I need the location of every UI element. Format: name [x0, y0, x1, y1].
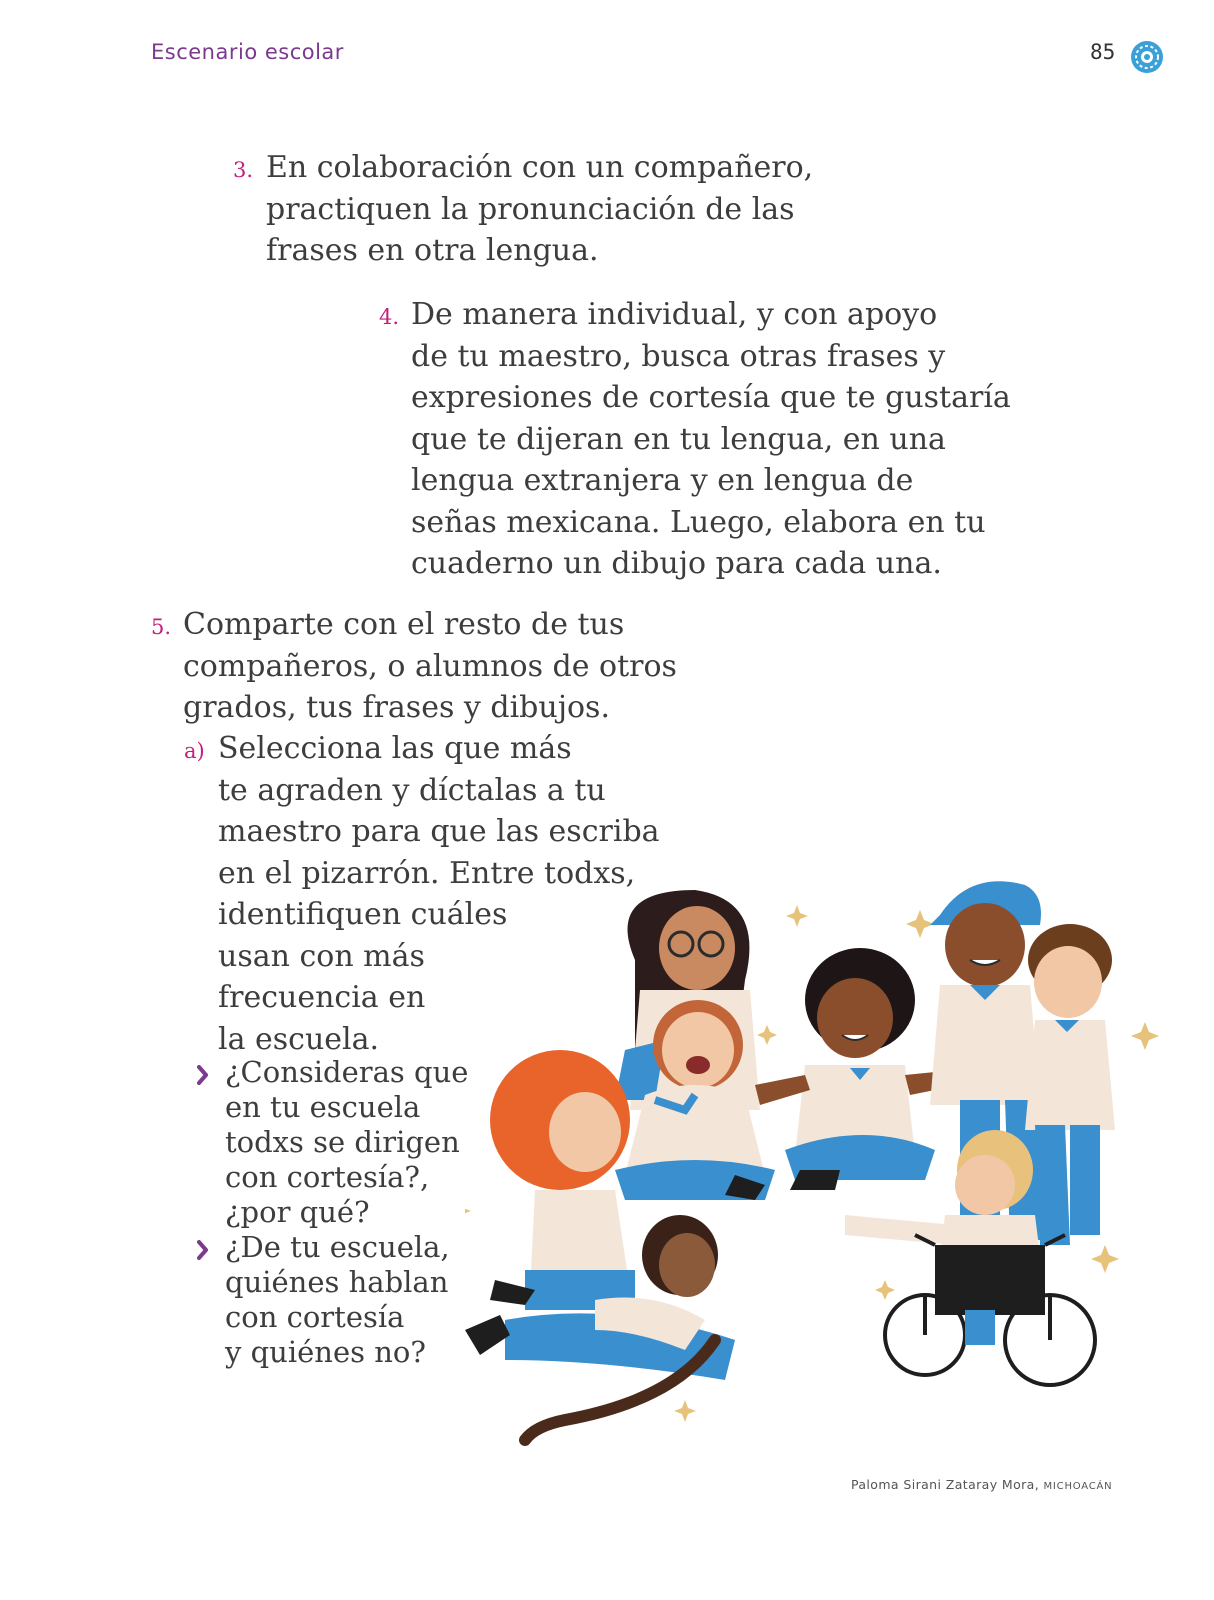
sub-item-text-line: usan con más [218, 938, 425, 974]
bullet-text-line: todxs se dirigen [225, 1125, 460, 1159]
bullet-text-line: ¿De tu escuela, [225, 1230, 450, 1264]
sub-item-text-line: en el pizarrón. Entre todxs, [218, 855, 636, 891]
sub-item-text-line: maestro para que las escriba [218, 814, 660, 849]
bullet-text-line: quiénes hablan [225, 1265, 449, 1299]
bullet-text-line: con cortesía?, [225, 1160, 430, 1194]
bullet-text-line: y quiénes no? [225, 1335, 426, 1369]
credit-author: Paloma Sirani Zataray Mora, [851, 1477, 1040, 1492]
sub-item-text-line: la escuela. [218, 1021, 380, 1057]
item-text-line: En colaboración con un compañero, [266, 150, 814, 185]
child-brown-hair-boy [1025, 924, 1115, 1245]
item-text-line: cuaderno un dibujo para cada una. [411, 546, 942, 581]
sub-item-letter: a) [184, 739, 205, 763]
item-number: 3. [233, 158, 254, 182]
item-text-line: lengua extranjera y en lengua de [411, 463, 914, 498]
bullet-text-line: en tu escuela [225, 1090, 421, 1124]
bullet-text-line: con cortesía [225, 1300, 405, 1334]
bullet-text-line: ¿por qué? [225, 1195, 370, 1229]
item-text-line: De manera individual, y con apoyo [411, 297, 938, 332]
running-header: Escenario escolar [151, 40, 344, 64]
item-text-line: que te dijeran en tu lengua, en una [411, 421, 946, 457]
item-text-line: señas mexicana. Luego, elabora en tu [411, 504, 986, 540]
page-badge-icon [1130, 40, 1164, 74]
item-text-line: compañeros, o alumnos de otros [183, 648, 677, 684]
question-bullet-1 [225, 1055, 468, 1230]
sub-item-text-line: Selecciona las que más [218, 731, 572, 766]
item-text-line: expresiones de cortesía que te gustaría [411, 380, 1011, 415]
item-number: 4. [379, 305, 400, 329]
bullet-text-line: ¿Consideras que [225, 1055, 469, 1089]
credit-region: MICHOACÁN [1043, 1481, 1113, 1492]
sub-item-text-line: frecuencia en [218, 980, 426, 1015]
sub-item-text-line: te agraden y díctalas a tu [218, 772, 606, 808]
chevron-right-icon [197, 1240, 209, 1260]
item-text-line: Comparte con el resto de tus [183, 607, 625, 642]
sub-item-text-line: identifiquen cuáles [218, 897, 508, 932]
page-number: 85 [1090, 40, 1116, 64]
item-text-line: practiquen la pronunciación de las [266, 191, 795, 227]
item-text-line: grados, tus frases y dibujos. [183, 690, 610, 725]
children-illustration [465, 870, 1185, 1470]
item-text-line: de tu maestro, busca otras frases y [411, 338, 946, 374]
item-number: 5. [151, 615, 172, 639]
illustration-credit [851, 1477, 1112, 1492]
child-curly-afro-boy [755, 948, 960, 1190]
child-curly-orange-hair [490, 1050, 635, 1310]
question-bullet-2 [225, 1230, 450, 1370]
item-text-line: frases en otra lengua. [266, 233, 599, 268]
chevron-right-icon [197, 1065, 209, 1085]
